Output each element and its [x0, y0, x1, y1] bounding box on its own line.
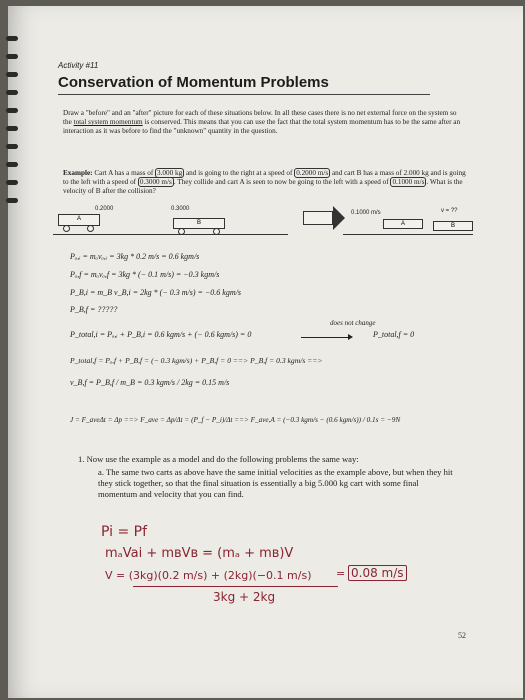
example-text: Cart A has a mass of [92, 169, 156, 177]
activity-label: Activity #11 [58, 61, 99, 70]
does-not-change-note: does not change [330, 319, 376, 327]
handwritten-line: V = (3kg)(0.2 m/s) + (2kg)(−0.1 m/s) [105, 569, 312, 582]
binder-ring [6, 126, 18, 131]
before-after-diagram [53, 206, 473, 241]
equation-vb-final: v_B,f = P_B,f / m_B = 0.3 kgm/s / 2kg = 0.15 m/s [70, 378, 230, 387]
highlighted-value: 0.1000 m/s [392, 178, 425, 187]
highlighted-value: 0.3000 m/s [139, 178, 172, 187]
question-1: 1. Now use the example as a model and do the following problems the same way: [78, 454, 359, 464]
velocity-label-a: 0.2000 [95, 206, 114, 212]
track-after [343, 234, 473, 235]
equation-pb-final: P_B,f = ????? [70, 305, 118, 314]
page-number: 52 [458, 631, 466, 640]
intro-paragraph [63, 109, 463, 137]
binder-ring [6, 90, 18, 95]
cart-b-before: B [173, 218, 225, 229]
right-arrow-icon [303, 211, 333, 225]
track-before [53, 234, 288, 235]
binder-ring [6, 162, 18, 167]
velocity-label-b: 0.3000 [171, 206, 190, 212]
example-text: and is going to the right at a speed of [184, 169, 295, 177]
equation-total-initial: P_total,i = Pₐ,ᵢ + P_B,i = 0.6 kgm/s + (− 0.6 kgm/s) = 0 [70, 330, 252, 339]
intro-text: is conserved. This means that you can use the fact that the total system momentum has to be the same after an interaction as it was before to find the "unknown" quantity in the question. [63, 118, 461, 136]
wheel [213, 228, 220, 235]
example-text: . What is the velocity of B after the collision? [63, 178, 463, 196]
cart-a-after: A [383, 219, 423, 229]
wheel [178, 228, 185, 235]
wheel [87, 225, 94, 232]
handwritten-equals: = [336, 567, 346, 580]
equation-pb-initial: P_B,i = m_B v_B,i = 2kg * (− 0.3 m/s) = −0.6 kgm/s [70, 288, 241, 297]
equation-impulse: J = F_aveΔt = Δp ==> F_ave = Δp/Δt = (P_f − P_i)/Δt ==> F_ave,A = (−0.3 kgm/s − (0.6 kgm/s)) / 0.1s = −9N [70, 416, 401, 424]
worksheet-page [8, 6, 523, 698]
handwritten-line: 3kg + 2kg [213, 590, 276, 604]
cart-b-after: B [433, 221, 473, 231]
binder-ring [6, 36, 18, 41]
binder-ring [6, 144, 18, 149]
example-text: . They collide and cart A is seen to now be going to the left with a speed of [173, 178, 391, 187]
binder-ring [6, 108, 18, 113]
intro-text: Draw a "before" and an "after" picture for each of these situations below. In all these cases there is no net external force on the system so the [63, 109, 457, 127]
handwritten-line: mₐVai + mʙVʙ = (mₐ + mʙ)V [105, 546, 294, 561]
example-label: Example: [63, 169, 93, 177]
fraction-bar [133, 586, 338, 587]
cart-a-before: A [58, 214, 100, 226]
question-1a: a. The same two carts as above have the same initial velocities as the example above, but when they hit they stick together, so that the final situation is essentially a big 5.000 kg cart with some final momentum and velocity that you can find. [98, 467, 453, 499]
handwritten-line: Pi = Pf [101, 524, 148, 540]
example-text: and cart B has a mass of 2.000 kg and is going to the left with a speed of [63, 169, 466, 187]
binder-ring [6, 198, 18, 203]
equation-total-final-zero: P_total,f = 0 [373, 330, 415, 339]
intro-underlined: total system momentum [73, 118, 143, 127]
binder-ring [6, 54, 18, 59]
highlighted-value: 3.000 kg [157, 169, 183, 177]
arrow-icon [301, 337, 349, 338]
equation-total-final: P_total,f = Pₐ,f + P_B,f = (− 0.3 kgm/s) + P_B,f = 0 ==> P_B,f = 0.3 kgm/s ==> [70, 356, 323, 365]
equation-pa-initial: Pₐ,ᵢ = mₐvₐ,ᵢ = 3kg * 0.2 m/s = 0.6 kgm/s [70, 252, 200, 261]
velocity-label-a-after: 0.1000 m/s [351, 210, 381, 216]
handwritten-answer: 0.08 m/s [348, 565, 407, 581]
binder-ring [6, 180, 18, 185]
binder-ring [6, 72, 18, 77]
equation-pa-final: Pₐ,f = mₐvₐ,f = 3kg * (− 0.1 m/s) = −0.3 kgm/s [70, 270, 220, 279]
highlighted-value: 0.2000 m/s [296, 169, 329, 177]
wheel [63, 225, 70, 232]
example-paragraph [63, 169, 468, 197]
velocity-label-b-after: v = ?? [441, 208, 458, 214]
title-rule [58, 94, 430, 95]
page-title: Conservation of Momentum Problems [58, 74, 329, 91]
